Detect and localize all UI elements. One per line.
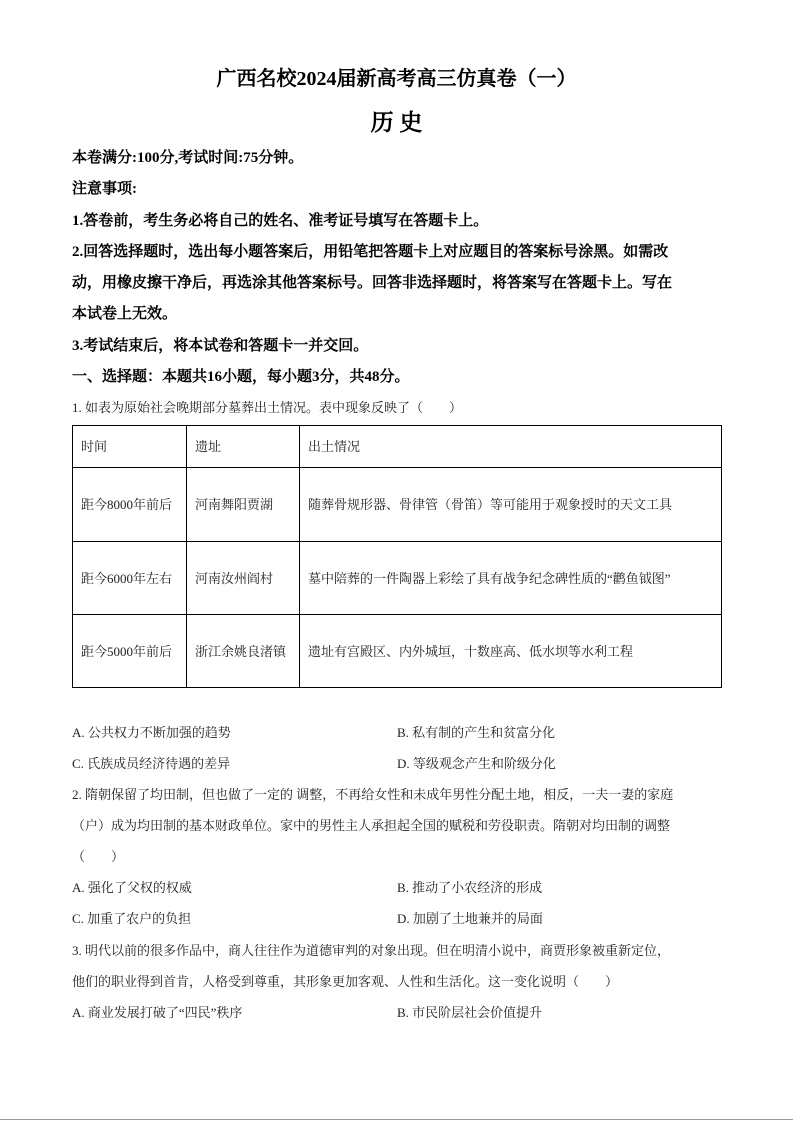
table-header: 遗址	[187, 426, 300, 468]
q3-option-a: A. 商业发展打破了“四民”秩序	[72, 1005, 243, 1020]
table-cell: 河南汝州阎村	[187, 542, 300, 615]
page-bottom-divider	[0, 1119, 793, 1120]
subject-title: 历 史	[370, 110, 423, 135]
q2-option-c: C. 加重了农户的负担	[72, 911, 192, 926]
q1-option-a: A. 公共权力不断加强的趋势	[72, 725, 231, 740]
note-line: 动，用橡皮擦干净后，再选涂其他答案标号。回答非选择题时，将答案写在答题卡上。写在	[72, 275, 673, 291]
note-line: 本试卷上无效。	[72, 306, 178, 322]
table-row	[73, 468, 722, 542]
q2-option-a: A. 强化了父权的权威	[72, 880, 192, 895]
table-header-row	[73, 426, 722, 468]
table-cell: 距今6000年左右	[73, 542, 187, 615]
section-heading: 一、选择题：本题共16小题，每小题3分，共48分。	[72, 369, 410, 385]
table-cell: 浙江余姚良渚镇	[187, 615, 300, 688]
q2-stem-line: 2. 隋朝保留了均田制，但也做了一定的 调整，不再给女性和未成年男性分配土地，相反，一夫一妻的家庭	[72, 787, 674, 802]
exam-title: 广西名校2024届新高考高三仿真卷（一）	[216, 68, 577, 90]
notes-heading: 注意事项:	[72, 181, 137, 197]
note-line: 2.回答选择题时，选出每小题答案后，用铅笔把答题卡上对应题目的答案标号涂黑。如需改	[72, 244, 669, 260]
table-cell: 河南舞阳贾湖	[187, 468, 300, 542]
table-cell: 距今8000年前后	[73, 468, 187, 542]
q1-option-b: B. 私有制的产生和贫富分化	[397, 725, 556, 740]
table-header: 时间	[73, 426, 187, 468]
table-cell: 随葬骨规形器、骨律管（骨笛）等可能用于观象授时的天文工具	[300, 468, 722, 542]
note-line: 3.考试结束后，将本试卷和答题卡一并交回。	[72, 338, 369, 354]
table-header: 出土情况	[300, 426, 722, 468]
table-row	[73, 542, 722, 615]
q1-table	[72, 425, 722, 688]
note-line: 1.答卷前，考生务必将自己的姓名、准考证号填写在答题卡上。	[72, 213, 489, 229]
table-row	[73, 615, 722, 688]
q3-stem-line: 3. 明代以前的很多作品中，商人往往作为道德审判的对象出现。但在明清小说中，商贾形象被重新定位，	[72, 943, 671, 958]
table-cell: 遗址有宫殿区、内外城垣，十数座高、低水坝等水利工程	[300, 615, 722, 688]
q3-option-b: B. 市民阶层社会价值提升	[397, 1005, 543, 1020]
q2-stem-line: （ ）	[72, 849, 125, 864]
table-cell: 墓中陪葬的一件陶器上彩绘了具有战争纪念碑性质的“鹳鱼钺图”	[300, 542, 722, 615]
q1-option-c: C. 氏族成员经济待遇的差异	[72, 756, 231, 771]
q2-stem-line: （户）成为均田制的基本财政单位。家中的男性主人承担起全国的赋税和劳役职责。隋朝对均田制的调整	[72, 818, 671, 833]
exam-info: 本卷满分:100分,考试时间:75分钟。	[72, 150, 304, 166]
q2-option-b: B. 推动了小农经济的形成	[397, 880, 543, 895]
q1-stem: 1. 如表为原始社会晚期部分墓葬出土情况。表中现象反映了（ ）	[72, 400, 463, 415]
q2-option-d: D. 加剧了土地兼并的局面	[397, 911, 543, 926]
table-cell: 距今5000年前后	[73, 615, 187, 688]
q1-option-d: D. 等级观念产生和阶级分化	[397, 756, 556, 771]
q3-stem-line: 他们的职业得到首肯，人格受到尊重，其形象更加客观、人性和生活化。这一变化说明（ ）	[72, 974, 619, 989]
